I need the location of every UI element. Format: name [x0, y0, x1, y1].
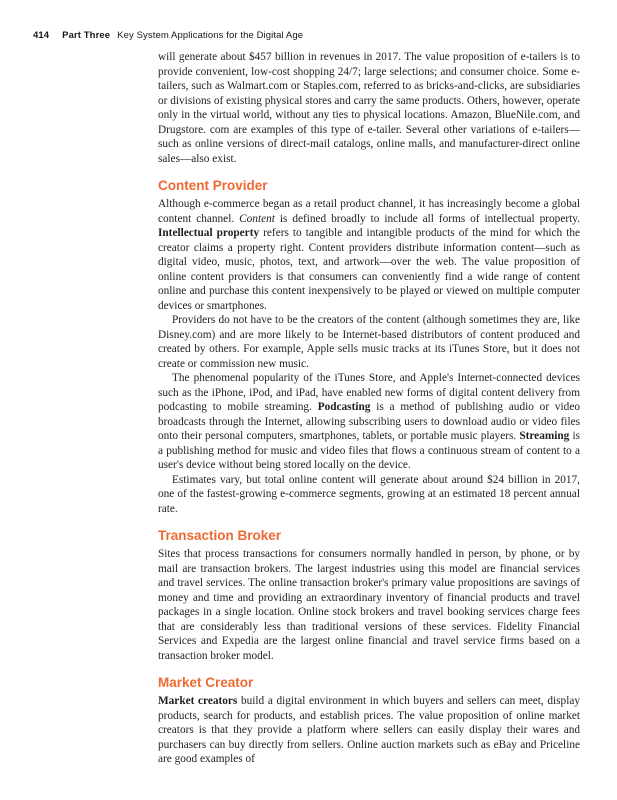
text-run: Although e-commerce began as a retail product channel, it has increasingly become a global content channel.	[158, 198, 580, 225]
italic-text: Content	[239, 212, 275, 225]
text-run: will generate about $457 billion in revenues in 2017. The value proposition of e-tailers is to provide convenient, low-cost shopping 24/7; large selections; and consumer choice. Some e-tailers, such as Walmart.com or Staples.com, referred to as bricks-and-clicks, are subsidiaries or divisions of existing physical stores and carry the same products. Others, however, operate only in the virtual world, without any ties to physical locations. Amazon, BlueNile.com, and Drugstore. com are examples of this type of e-tailer. Several other variations of e-tailers—such as online versions of direct-mail catalogs, online malls, and manufacturer-direct online sales—also exist.	[158, 51, 580, 165]
body-paragraph	[158, 371, 580, 473]
text-run: The phenomenal popularity of the iTunes Store, and Apple's Internet-connected devices such as the iPhone, iPod, and iPad, have enabled new forms of digital content delivery from podcasting to mobile streaming.	[158, 372, 580, 413]
body-paragraph	[158, 547, 580, 663]
page-number: 414	[33, 30, 50, 41]
body-paragraph	[158, 313, 580, 371]
text-run: Providers do not have to be the creators of the content (although sometimes they are, like Disney.com) and are more likely to be Internet-based distributors of content produced and created by others. For example, Apple sells music tracks at its iTunes Store, but it does not create or commission new music.	[158, 314, 580, 370]
bold-text: Intellectual property	[158, 227, 260, 239]
section-heading: Content Provider	[158, 178, 268, 193]
text-run: Sites that process transactions for consumers normally handled in person, by phone, or by mail are transaction brokers. The largest industries using this model are financial services and travel services. The online transaction broker's primary value propositions are savings of money and time and providing an extraordinary inventory of financial products and travel packages in a single location. Online stock brokers and travel booking services charge fees that are considerably less than traditional versions of these services. Fidelity Financial Services and Expedia are the largest online financial and travel service firms based on a transaction broker model.	[158, 548, 580, 662]
part-label: Part Three	[62, 30, 111, 41]
body-paragraph	[158, 197, 580, 313]
body-paragraph	[158, 694, 580, 767]
bold-text: Market creators	[158, 695, 238, 707]
page-body	[158, 50, 580, 767]
bold-text: Podcasting	[317, 401, 371, 413]
text-run: build a digital environment in which buyers and sellers can meet, display products, search for products, and establish prices. The value proposition of online market creators is that they provide a platform where sellers can easily display their wares and purchasers can buy directly from sellers. Online auction markets such as eBay and Priceline are good examples of	[158, 695, 580, 765]
text-run: is defined broadly to include all forms of intellectual property.	[274, 212, 580, 225]
text-run: is a method of publishing audio or video broadcasts through the Internet, allowing subscribing users to download audio or video files onto their personal computers, smartphones, tablets, or portable music players.	[158, 401, 580, 442]
running-header	[33, 30, 303, 41]
body-paragraph	[158, 473, 580, 517]
text-run: is a publishing method for music and video files that flows a continuous stream of content to a user's device without being stored locally on the device.	[158, 430, 580, 471]
body-paragraph	[158, 50, 580, 166]
section-heading: Market Creator	[158, 675, 254, 690]
section-heading: Transaction Broker	[158, 528, 282, 543]
bold-text: Streaming	[519, 430, 570, 442]
text-run: refers to tangible and intangible products of the mind for which the creator claims a property right. Content providers distribute information content—such as digital video, music, photos, text, and artwork—over the web. The value proposition of online content providers is that consumers can conveniently find a wide range of content online and purchase this content inexpensively to be played or viewed on multiple computer devices or smartphones.	[158, 227, 580, 312]
part-title: Key System Applications for the Digital Age	[117, 30, 304, 41]
text-run: Estimates vary, but total online content will generate about around $24 billion in 2017, one of the fastest-growing e-commerce segments, growing at an estimated 18 percent annual rate.	[158, 473, 580, 515]
